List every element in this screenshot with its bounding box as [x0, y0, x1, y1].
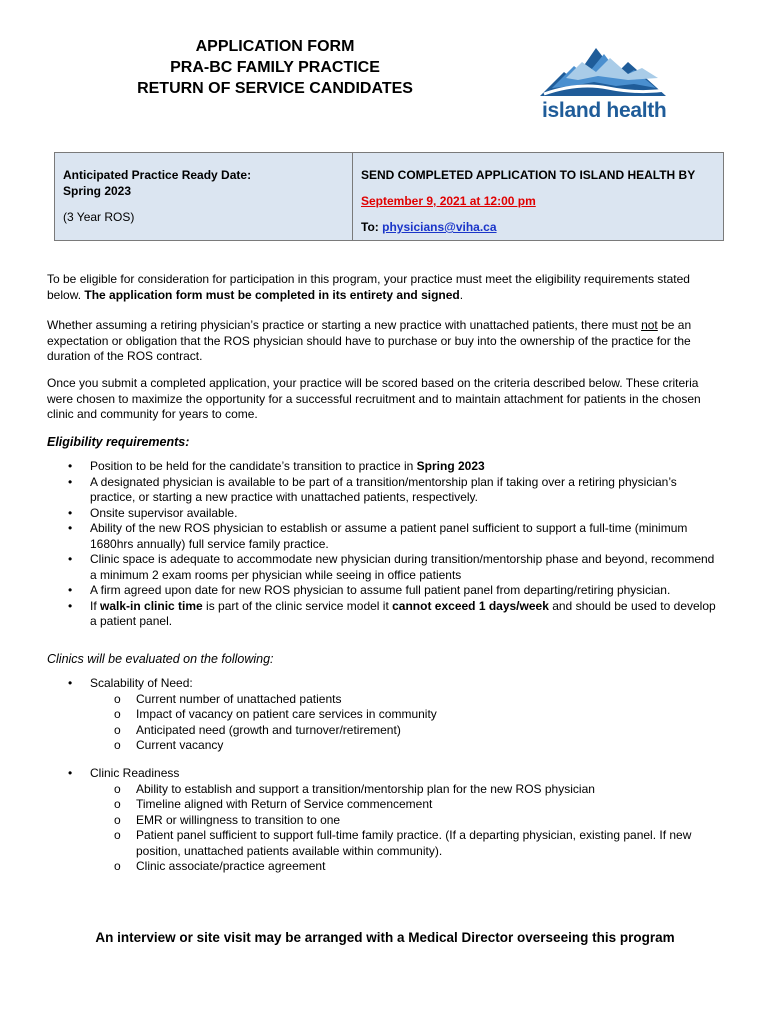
list-item: o Anticipated need (growth and turnover/retirement): [114, 723, 720, 739]
submission-deadline: September 9, 2021 at 12:00 pm: [361, 194, 536, 208]
list-item: o Timeline aligned with Return of Service commencement: [114, 797, 720, 813]
p2-after: be an expectation or obligation that the ROS physician should have to purchase or buy into the ownership of the practice for the duration of the ROS contract.: [47, 318, 692, 363]
p2-underlined-not: not: [641, 318, 658, 332]
p2-before: Whether assuming a retiring physician’s practice or starting a new practice with unattached patients, there must: [47, 318, 642, 332]
submission-section: [361, 167, 695, 235]
info-box-divider: [352, 153, 353, 240]
item7-bold-walkin: walk-in clinic time: [100, 598, 203, 613]
island-health-logo: [538, 44, 670, 126]
intro-paragraph-3: [47, 376, 727, 423]
submission-email-line: [361, 219, 695, 235]
readiness-sublist: [90, 782, 720, 875]
intro-text: To be eligible for consideration for participation in this program, your practice must meet the eligibility requirements stated below.: [47, 272, 690, 302]
form-title: APPLICATION FORM: [195, 38, 355, 55]
list-item: o Current vacancy: [114, 738, 720, 754]
scalability-sublist: [90, 692, 720, 754]
submission-info-box: [54, 152, 724, 241]
practice-ready-value: Spring 2023: [63, 184, 132, 198]
logo-wordmark: island health: [542, 99, 667, 122]
scalability-label: Scalability of Need:: [90, 676, 193, 690]
footer-note: An interview or site visit may be arranged with a Medical Director overseeing this program: [95, 930, 675, 945]
item1-text: Position to be held for the candidate’s transition to practice in: [90, 459, 417, 473]
list-item: [68, 676, 720, 754]
evaluation-list-readiness: [68, 766, 720, 875]
eligibility-heading: Eligibility requirements:: [47, 435, 190, 449]
form-subtitle-program: PRA-BC FAMILY PRACTICE: [170, 59, 380, 76]
ros-term-note: (3 Year ROS): [63, 210, 135, 224]
list-item: [68, 766, 720, 875]
list-item: [68, 459, 720, 475]
evaluation-heading: Clinics will be evaluated on the following:: [47, 652, 274, 666]
evaluation-list-scalability: [68, 676, 720, 754]
email-link[interactable]: physicians@viha.ca: [382, 220, 497, 234]
list-item: • Onsite supervisor available.: [68, 506, 720, 522]
readiness-label: Clinic Readiness: [90, 766, 180, 780]
item1-bold: Spring 2023: [416, 459, 485, 473]
list-item: o Clinic associate/practice agreement: [114, 859, 720, 875]
item7-bold-limit: cannot exceed 1 days/week: [392, 598, 549, 613]
list-item: • Ability of the new ROS physician to establish or assume a patient panel sufficient to support a full-time (minimum 1680hrs annually) full service family practice.: [68, 521, 720, 552]
list-item: o Ability to establish and support a transition/mentorship plan for the new ROS physician: [114, 782, 720, 798]
list-item: • A firm agreed upon date for new ROS physician to assume full patient panel from departing/retiring physician.: [68, 583, 720, 599]
list-item: o Patient panel sufficient to support full-time family practice. (If a departing physician, existing panel. If new position, unattached patients available within community).: [114, 828, 720, 859]
submission-label: SEND COMPLETED APPLICATION TO ISLAND HEALTH BY: [361, 168, 696, 182]
form-subtitle-candidates: RETURN OF SERVICE CANDIDATES: [137, 80, 413, 97]
practice-ready-label: Anticipated Practice Ready Date:: [63, 168, 252, 182]
intro-bold-requirement: The application form must be completed in its entirety and signed: [84, 287, 460, 302]
intro-period: .: [459, 287, 464, 302]
eligibility-list: [68, 459, 720, 630]
to-label: To:: [361, 220, 383, 234]
mountain-logo-icon: [538, 44, 670, 100]
intro-paragraph-2: [47, 318, 727, 365]
list-item: o EMR or willingness to transition to one: [114, 813, 720, 829]
item7-a: If: [90, 598, 101, 613]
p3-text: Once you submit a completed application, your practice will be scored based on the criteria described below. These criteria were chosen to maximize the opportunity for a successful recruitment and to maintain attachment for patients in the chosen clinic and community for years to come.: [47, 376, 701, 421]
list-item: o Impact of vacancy on patient care services in community: [114, 707, 720, 723]
list-item: • Clinic space is adequate to accommodate new physician during transition/mentorship phase and beyond, recommend a minimum 2 exam rooms per physician while seeing in office patients: [68, 552, 720, 583]
practice-ready-section: [63, 167, 251, 225]
intro-paragraph-1: [47, 272, 727, 303]
list-item: [68, 599, 720, 630]
list-item: o Current number of unattached patients: [114, 692, 720, 708]
list-item: • A designated physician is available to be part of a transition/mentorship plan if taking over a retiring physician’s practice, or starting a new practice with unattached patients, respectively.: [68, 475, 720, 506]
item7-c: and should be used to develop a patient panel.: [90, 598, 716, 628]
form-title-block: [70, 36, 480, 99]
item7-b: is part of the clinic service model it: [202, 598, 393, 613]
